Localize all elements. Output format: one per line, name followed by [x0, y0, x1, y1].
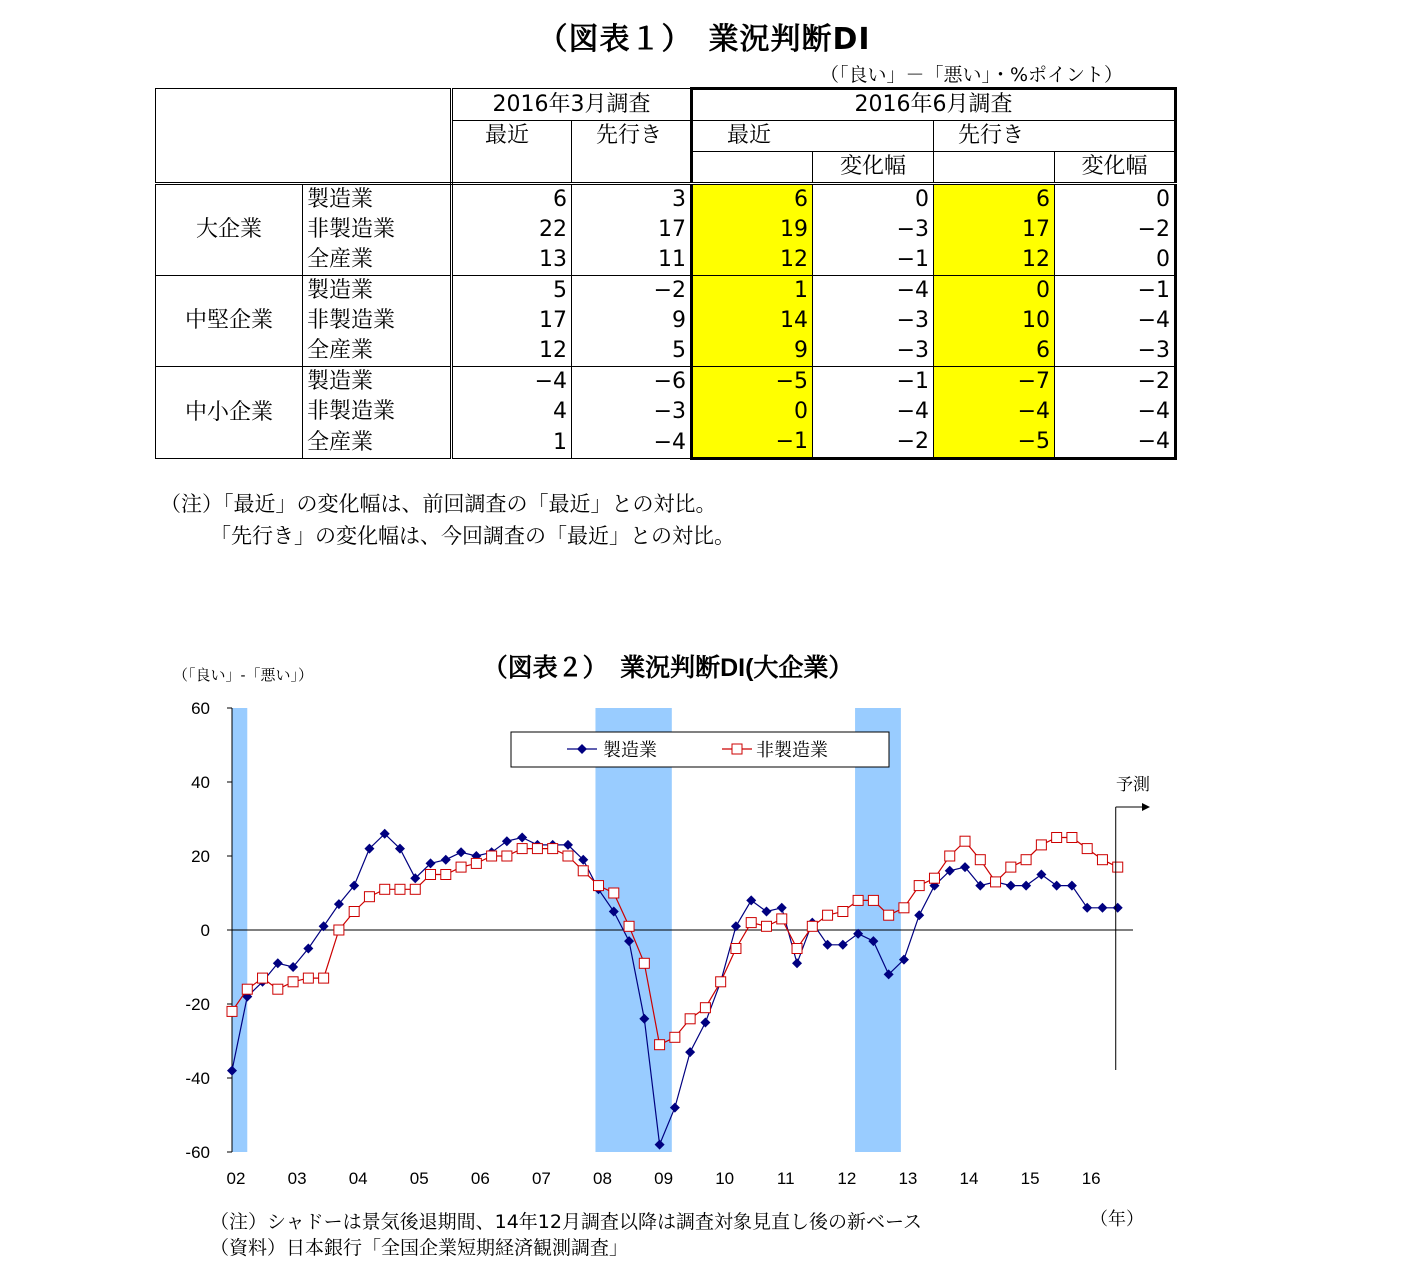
data-point-non-manufacturing — [624, 921, 634, 931]
table-row — [156, 306, 1176, 336]
legend-marker-non-manufacturing — [732, 744, 742, 754]
cell-jun-recent-chg: −1 — [813, 245, 934, 276]
cell-jun-outlook-chg: −2 — [1055, 215, 1176, 245]
cell-jun-outlook: −7 — [934, 367, 1055, 398]
header-jun-recent: 最近 — [692, 121, 934, 152]
data-point-non-manufacturing — [991, 877, 1001, 887]
cell-mar-outlook: −6 — [653, 369, 686, 394]
chart-note-1: （注）シャドーは景気後退期間、14年12月調査以降は調査対象見直し後の新ベース — [210, 1211, 923, 1233]
x-tick-label: 08 — [593, 1169, 612, 1188]
data-point-manufacturing — [1082, 903, 1092, 913]
cell-mar-outlook: 3 — [672, 187, 686, 212]
header-mar-survey: 2016年3月調査 — [452, 89, 692, 121]
table-row — [156, 336, 1176, 367]
data-point-non-manufacturing — [349, 907, 359, 917]
chart-note-2: （資料）日本銀行「全国企業短期経済観測調査」 — [210, 1237, 629, 1259]
y-tick-label: 60 — [191, 699, 210, 718]
cell-mar-recent: 22 — [452, 215, 572, 245]
cell-mar-outlook: −2 — [653, 278, 686, 303]
sector-label: 全産業 — [303, 245, 452, 276]
data-point-manufacturing — [1021, 881, 1031, 891]
y-tick-label: -40 — [185, 1069, 210, 1088]
data-point-non-manufacturing — [655, 1040, 665, 1050]
series-line-non-manufacturing — [232, 838, 1118, 1045]
cell-jun-recent: 6 — [692, 184, 813, 216]
group-label: 中小企業 — [156, 367, 303, 459]
cell-jun-outlook-chg: 0 — [1055, 245, 1176, 276]
data-point-non-manufacturing — [319, 973, 329, 983]
cell-jun-recent-chg: −1 — [813, 367, 934, 398]
data-point-non-manufacturing — [1006, 862, 1016, 872]
x-tick-label: 07 — [531, 1169, 551, 1188]
table-note-2: 「先行き」の変化幅は、今回調査の「最近」との対比。 — [210, 524, 735, 548]
data-point-non-manufacturing — [945, 851, 955, 861]
cell-jun-recent-chg: −3 — [813, 336, 934, 367]
data-point-non-manufacturing — [227, 1006, 237, 1016]
data-point-non-manufacturing — [960, 836, 970, 846]
sector-label: 全産業 — [303, 336, 452, 367]
cell-jun-recent: −5 — [692, 367, 813, 398]
cell-jun-outlook: 6 — [934, 336, 1055, 367]
data-point-non-manufacturing — [792, 944, 802, 954]
cell-mar-outlook: 5 — [572, 336, 692, 367]
cell-mar-outlook: −3 — [653, 399, 686, 424]
data-point-non-manufacturing — [700, 1003, 710, 1013]
data-point-non-manufacturing — [899, 903, 909, 913]
cell-jun-outlook: 17 — [934, 215, 1055, 245]
cell-jun-outlook: 12 — [934, 245, 1055, 276]
cell-jun-recent-chg: −2 — [813, 427, 934, 459]
header-mar-recent: 最近 — [452, 121, 572, 184]
data-point-non-manufacturing — [1097, 855, 1107, 865]
forecast-label: 予測 — [1116, 775, 1150, 794]
data-point-manufacturing — [1052, 881, 1062, 891]
header-mar-outlook: 先行き — [572, 121, 692, 184]
data-point-non-manufacturing — [532, 844, 542, 854]
table-row — [156, 245, 1176, 276]
cell-jun-outlook: −4 — [934, 397, 1055, 427]
data-point-non-manufacturing — [746, 918, 756, 928]
data-point-non-manufacturing — [1067, 833, 1077, 843]
y-tick-label: 40 — [191, 773, 210, 792]
di-table — [155, 87, 1177, 460]
legend-label-non-manufacturing: 非製造業 — [756, 740, 828, 760]
header-corner — [156, 89, 452, 184]
data-point-non-manufacturing — [609, 888, 619, 898]
data-point-non-manufacturing — [1021, 855, 1031, 865]
data-point-non-manufacturing — [288, 977, 298, 987]
cell-jun-recent-chg: 0 — [813, 184, 934, 216]
sector-label: 非製造業 — [303, 215, 452, 245]
data-point-manufacturing — [1067, 881, 1077, 891]
data-point-non-manufacturing — [884, 910, 894, 920]
data-point-non-manufacturing — [853, 895, 863, 905]
sector-label: 非製造業 — [303, 397, 452, 427]
y-tick-label: 20 — [191, 847, 210, 866]
data-point-non-manufacturing — [410, 884, 420, 894]
data-point-manufacturing — [838, 940, 848, 950]
table-row — [156, 397, 1176, 427]
data-point-non-manufacturing — [868, 895, 878, 905]
cell-mar-recent: 4 — [452, 397, 572, 427]
data-point-manufacturing — [1036, 870, 1046, 880]
table-unit: （「良い」－「悪い」・%ポイント） — [820, 64, 1124, 86]
data-point-manufacturing — [777, 903, 787, 913]
cell-jun-outlook: 10 — [934, 306, 1055, 336]
table-row — [156, 215, 1176, 245]
data-point-non-manufacturing — [517, 844, 527, 854]
data-point-non-manufacturing — [273, 984, 283, 994]
data-point-manufacturing — [456, 847, 466, 857]
series-line-manufacturing — [232, 834, 1118, 1145]
legend-label-manufacturing: 製造業 — [603, 740, 657, 760]
data-point-non-manufacturing — [441, 870, 451, 880]
data-point-non-manufacturing — [731, 944, 741, 954]
x-tick-label: 02 — [226, 1169, 246, 1188]
data-point-non-manufacturing — [777, 914, 787, 924]
data-point-non-manufacturing — [380, 884, 390, 894]
cell-jun-outlook-chg: −4 — [1055, 397, 1176, 427]
data-point-manufacturing — [792, 958, 802, 968]
data-point-manufacturing — [685, 1047, 695, 1057]
x-tick-label: 04 — [348, 1169, 368, 1188]
cell-jun-recent: 14 — [692, 306, 813, 336]
cell-mar-recent: −4 — [452, 367, 572, 398]
x-tick-label: 10 — [715, 1169, 735, 1188]
cell-mar-outlook: 17 — [658, 217, 686, 242]
data-point-non-manufacturing — [395, 884, 405, 894]
x-tick-label: 13 — [898, 1169, 918, 1188]
table-title: （図表１） 業況判断DI — [537, 22, 871, 57]
data-point-non-manufacturing — [594, 881, 604, 891]
data-point-non-manufacturing — [364, 892, 374, 902]
x-tick-label: 05 — [409, 1169, 429, 1188]
data-point-non-manufacturing — [838, 907, 848, 917]
cell-jun-recent-chg: −3 — [813, 306, 934, 336]
chart-title: （図表２） 業況判断DI(大企業） — [482, 654, 854, 682]
data-point-manufacturing — [1113, 903, 1123, 913]
cell-jun-recent: 0 — [692, 397, 813, 427]
cell-jun-recent: 1 — [692, 276, 813, 307]
data-point-non-manufacturing — [914, 881, 924, 891]
sector-label: 非製造業 — [303, 306, 452, 336]
data-point-manufacturing — [700, 1018, 710, 1028]
cell-jun-recent-chg: −3 — [813, 215, 934, 245]
x-tick-label: 12 — [837, 1169, 857, 1188]
data-point-non-manufacturing — [761, 921, 771, 931]
group-label: 中堅企業 — [156, 276, 303, 367]
x-tick-label: 06 — [470, 1169, 490, 1188]
cell-mar-recent: 17 — [452, 306, 572, 336]
x-tick-label: 11 — [776, 1169, 795, 1188]
cell-jun-outlook: 0 — [934, 276, 1055, 307]
x-tick-label: 15 — [1020, 1169, 1040, 1188]
cell-mar-outlook: 9 — [672, 308, 686, 333]
cell-jun-outlook-chg: −3 — [1055, 336, 1176, 367]
data-point-non-manufacturing — [685, 1014, 695, 1024]
data-point-non-manufacturing — [639, 958, 649, 968]
table-row — [156, 367, 1176, 398]
group-label: 大企業 — [156, 184, 303, 276]
cell-mar-outlook: 11 — [572, 245, 692, 276]
cell-jun-outlook-chg: −4 — [1055, 427, 1176, 459]
table-row — [156, 276, 1176, 307]
data-point-manufacturing — [914, 910, 924, 920]
data-point-non-manufacturing — [807, 921, 817, 931]
x-tick-label: 09 — [654, 1169, 674, 1188]
table-row — [156, 184, 1176, 216]
data-point-manufacturing — [1006, 881, 1016, 891]
data-point-non-manufacturing — [716, 977, 726, 987]
cell-mar-recent: 5 — [452, 276, 572, 307]
data-point-non-manufacturing — [1052, 833, 1062, 843]
sector-label: 製造業 — [303, 367, 452, 398]
data-point-manufacturing — [502, 836, 512, 846]
cell-mar-recent: 1 — [452, 427, 572, 459]
data-point-non-manufacturing — [823, 910, 833, 920]
y-tick-label: 0 — [200, 921, 210, 940]
data-point-non-manufacturing — [1036, 840, 1046, 850]
x-tick-label: 16 — [1081, 1169, 1101, 1188]
chart-ylabel: （「良い」-「悪い」） — [173, 667, 313, 684]
header-jun-outlook-change: 変化幅 — [1055, 152, 1176, 184]
cell-jun-outlook: −5 — [934, 427, 1055, 459]
cell-jun-outlook-chg: −4 — [1055, 306, 1176, 336]
cell-jun-recent: 19 — [692, 215, 813, 245]
cell-jun-recent: −1 — [692, 427, 813, 459]
cell-jun-recent-chg: −4 — [813, 276, 934, 307]
header-jun-outlook: 先行き — [934, 121, 1176, 152]
cell-jun-outlook-chg: −2 — [1055, 367, 1176, 398]
cell-jun-outlook-chg: 0 — [1055, 184, 1176, 216]
sector-label: 製造業 — [303, 276, 452, 307]
data-point-non-manufacturing — [487, 851, 497, 861]
data-point-manufacturing — [746, 895, 756, 905]
data-point-non-manufacturing — [929, 873, 939, 883]
data-point-non-manufacturing — [456, 862, 466, 872]
cell-mar-recent: 12 — [452, 336, 572, 367]
forecast-arrowhead — [1142, 803, 1150, 811]
cell-mar-recent: 6 — [452, 184, 572, 216]
data-point-manufacturing — [441, 855, 451, 865]
data-point-non-manufacturing — [1113, 862, 1123, 872]
data-point-non-manufacturing — [471, 858, 481, 868]
cell-mar-outlook: −4 — [572, 427, 692, 459]
data-point-non-manufacturing — [303, 973, 313, 983]
data-point-non-manufacturing — [975, 855, 985, 865]
data-point-non-manufacturing — [502, 851, 512, 861]
data-point-non-manufacturing — [334, 925, 344, 935]
di-line-chart — [0, 640, 1408, 1275]
chart-xlabel: （年） — [1090, 1209, 1144, 1229]
data-point-non-manufacturing — [258, 973, 268, 983]
table-note-1: （注）「最近」の変化幅は、前回調査の「最近」との対比。 — [160, 492, 717, 516]
data-point-manufacturing — [1097, 903, 1107, 913]
y-tick-label: -60 — [185, 1143, 210, 1162]
data-point-manufacturing — [517, 833, 527, 843]
data-point-non-manufacturing — [242, 984, 252, 994]
data-point-non-manufacturing — [578, 866, 588, 876]
data-point-manufacturing — [823, 940, 833, 950]
sector-label: 全産業 — [303, 427, 452, 459]
x-tick-label: 14 — [959, 1169, 979, 1188]
cell-mar-recent: 13 — [452, 245, 572, 276]
header-jun-survey: 2016年6月調査 — [692, 89, 1176, 121]
cell-jun-recent: 12 — [692, 245, 813, 276]
data-point-non-manufacturing — [1082, 844, 1092, 854]
table-row — [156, 427, 1176, 459]
data-point-non-manufacturing — [563, 851, 573, 861]
y-tick-label: -20 — [185, 995, 210, 1014]
data-point-non-manufacturing — [426, 870, 436, 880]
cell-jun-outlook-chg: −1 — [1055, 276, 1176, 307]
data-point-non-manufacturing — [548, 844, 558, 854]
data-point-non-manufacturing — [670, 1032, 680, 1042]
cell-jun-recent-chg: −4 — [813, 397, 934, 427]
sector-label: 製造業 — [303, 184, 452, 216]
cell-jun-outlook: 6 — [934, 184, 1055, 216]
x-tick-label: 03 — [287, 1169, 307, 1188]
cell-jun-recent: 9 — [692, 336, 813, 367]
data-point-manufacturing — [761, 907, 771, 917]
header-jun-recent-change: 変化幅 — [813, 152, 934, 184]
